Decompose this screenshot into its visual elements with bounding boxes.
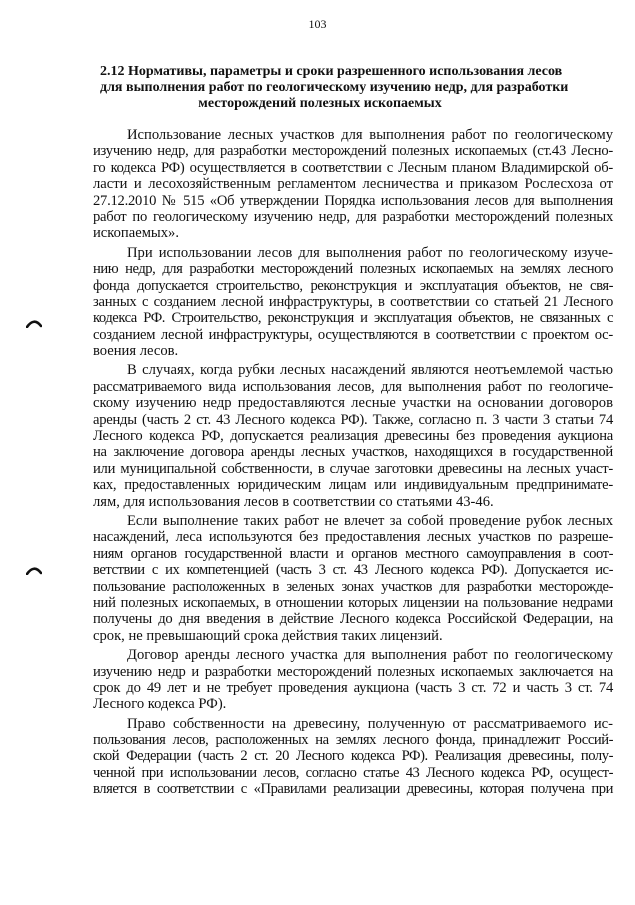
- heading-line: месторождений полезных ископаемых: [198, 96, 442, 111]
- text-line: созданием лесной инфраструктуры, осуществляются в соответствии с проектом ос-: [93, 326, 613, 343]
- text-line: срок до 49 лет и не требует проведения аукциона (часть 3 ст. 72 и часть 3 ст. 74: [93, 679, 613, 696]
- text-line: ках, предоставленных юридическим лицам или индивидуальным предпринимате-: [93, 477, 613, 494]
- text-line: ласти и лесохозяйственным регламентом лесничества и приказом Рослесхоза от: [93, 176, 613, 193]
- text-line: пользование расположенных в зеленых зонах участков для разработки месторожде-: [93, 578, 613, 595]
- text-line: воения лесов.: [93, 343, 179, 360]
- page-number: 103: [308, 17, 327, 31]
- text-line: на заключение договора аренды лесных участков, находящихся в государственной: [93, 444, 613, 461]
- text-line: изучению недр и разработки месторождений полезных ископаемых заключается на: [93, 663, 613, 680]
- text-line: занных с созданием лесной инфраструктуры, в соответствии со статьей 21 Лесного: [93, 293, 613, 310]
- text-line: Право собственности на древесину, полученную от рассматриваемого ис-: [127, 715, 613, 732]
- text-line: вляется в соответствии с «Правилами реализации древесины, которая получена при: [93, 781, 613, 798]
- text-line: В случаях, когда рубки лесных насаждений являются неотъемлемой частью: [127, 362, 613, 379]
- text-line: Договор аренды лесного участка для выполнения работ по геологическому: [127, 647, 613, 664]
- text-line: Лесного кодекса РФ, допускается реализация древесины без проведения аукциона: [93, 428, 613, 445]
- text-line: работ по геологическому изучению недр, для разработки месторождений полезных: [93, 208, 613, 225]
- margin-stamp-mark: [26, 565, 42, 575]
- text-line: Если выполнение таких работ не влечет за собой проведение рубок лесных: [127, 512, 613, 529]
- text-line: рассматриваемого вида использования лесов, для выполнения работ по геологиче-: [93, 378, 613, 395]
- text-line: ветствии с их компетенцией (часть 3 ст. 43 Лесного кодекса РФ). Допускается ис-: [93, 562, 613, 579]
- body-text: [93, 127, 613, 798]
- text-line: аренды (часть 2 ст. 43 Лесного кодекса РФ). Также, согласно п. 3 части 3 статьи 74: [93, 411, 613, 428]
- section-heading: [100, 64, 569, 112]
- text-line: нию недр, для разработки месторождений полезных ископаемых на землях лесного: [93, 261, 613, 278]
- text-line: срок, не превышающий срока действия таких лицензий.: [93, 627, 443, 644]
- text-line: При использовании лесов для выполнения работ по геологическому изуче-: [127, 244, 613, 261]
- paragraph: [93, 362, 613, 510]
- text-line: Лесного кодекса РФ).: [93, 696, 227, 713]
- text-line: го кодекса РФ) осуществляется в соответствии с Лесным планом Владимирской об-: [93, 159, 613, 176]
- text-line: лям, для использования лесов в соответствии со статьями 43-46.: [93, 493, 494, 510]
- text-line: ченной при использовании лесов, согласно статье 43 Лесного кодекса РФ, осущест-: [93, 764, 613, 781]
- text-line: ний полезных ископаемых, в отношении которых лицензии на пользование недрами: [93, 594, 613, 611]
- text-line: кодекса РФ. Строительство, реконструкция и эксплуатация объектов, не связанных с: [93, 310, 613, 327]
- paragraph: [93, 245, 613, 360]
- text-line: насаждений, леса используются без предоставления лесных участков по разреше-: [93, 529, 613, 546]
- text-line: или муниципальной собственности, в случае заготовки древесины на лесных участ-: [93, 460, 613, 477]
- text-line: ниям органов государственной власти и органов местного самоуправления в соот-: [93, 545, 613, 562]
- text-line: получены до дня введения в действие Лесного кодекса Российской Федерации, на: [93, 611, 613, 628]
- paragraph: [93, 127, 613, 242]
- text-line: Использование лесных участков для выполнения работ по геологическому: [127, 127, 613, 143]
- heading-line: для выполнения работ по геологическому изучению недр, для разработки: [100, 80, 569, 95]
- paragraph: [93, 647, 613, 713]
- heading-line: 2.12 Нормативы, параметры и сроки разрешенного использования лесов: [100, 64, 563, 79]
- text-line: скому изучению недр предоставляются лесные участки на основании договоров: [93, 395, 613, 412]
- paragraph: [93, 716, 613, 798]
- text-line: фонда допускается строительство, реконструкция и эксплуатация объектов, не свя-: [93, 277, 613, 294]
- text-line: ископаемых».: [93, 225, 179, 242]
- text-line: пользования лесов, расположенных на землях лесного фонда, принадлежит Россий-: [93, 732, 613, 749]
- text-line: 27.12.2010 № 515 «Об утверждении Порядка использования лесов для выполнения: [93, 192, 613, 209]
- margin-stamp-mark: [26, 318, 42, 328]
- paragraph: [93, 513, 613, 644]
- text-line: изучению недр, для разработки месторождений полезных ископаемых (ст.43 Лесно-: [93, 143, 613, 160]
- text-line: ской Федерации (часть 2 ст. 20 Лесного кодекса РФ). Реализация древесины, полу-: [93, 748, 613, 765]
